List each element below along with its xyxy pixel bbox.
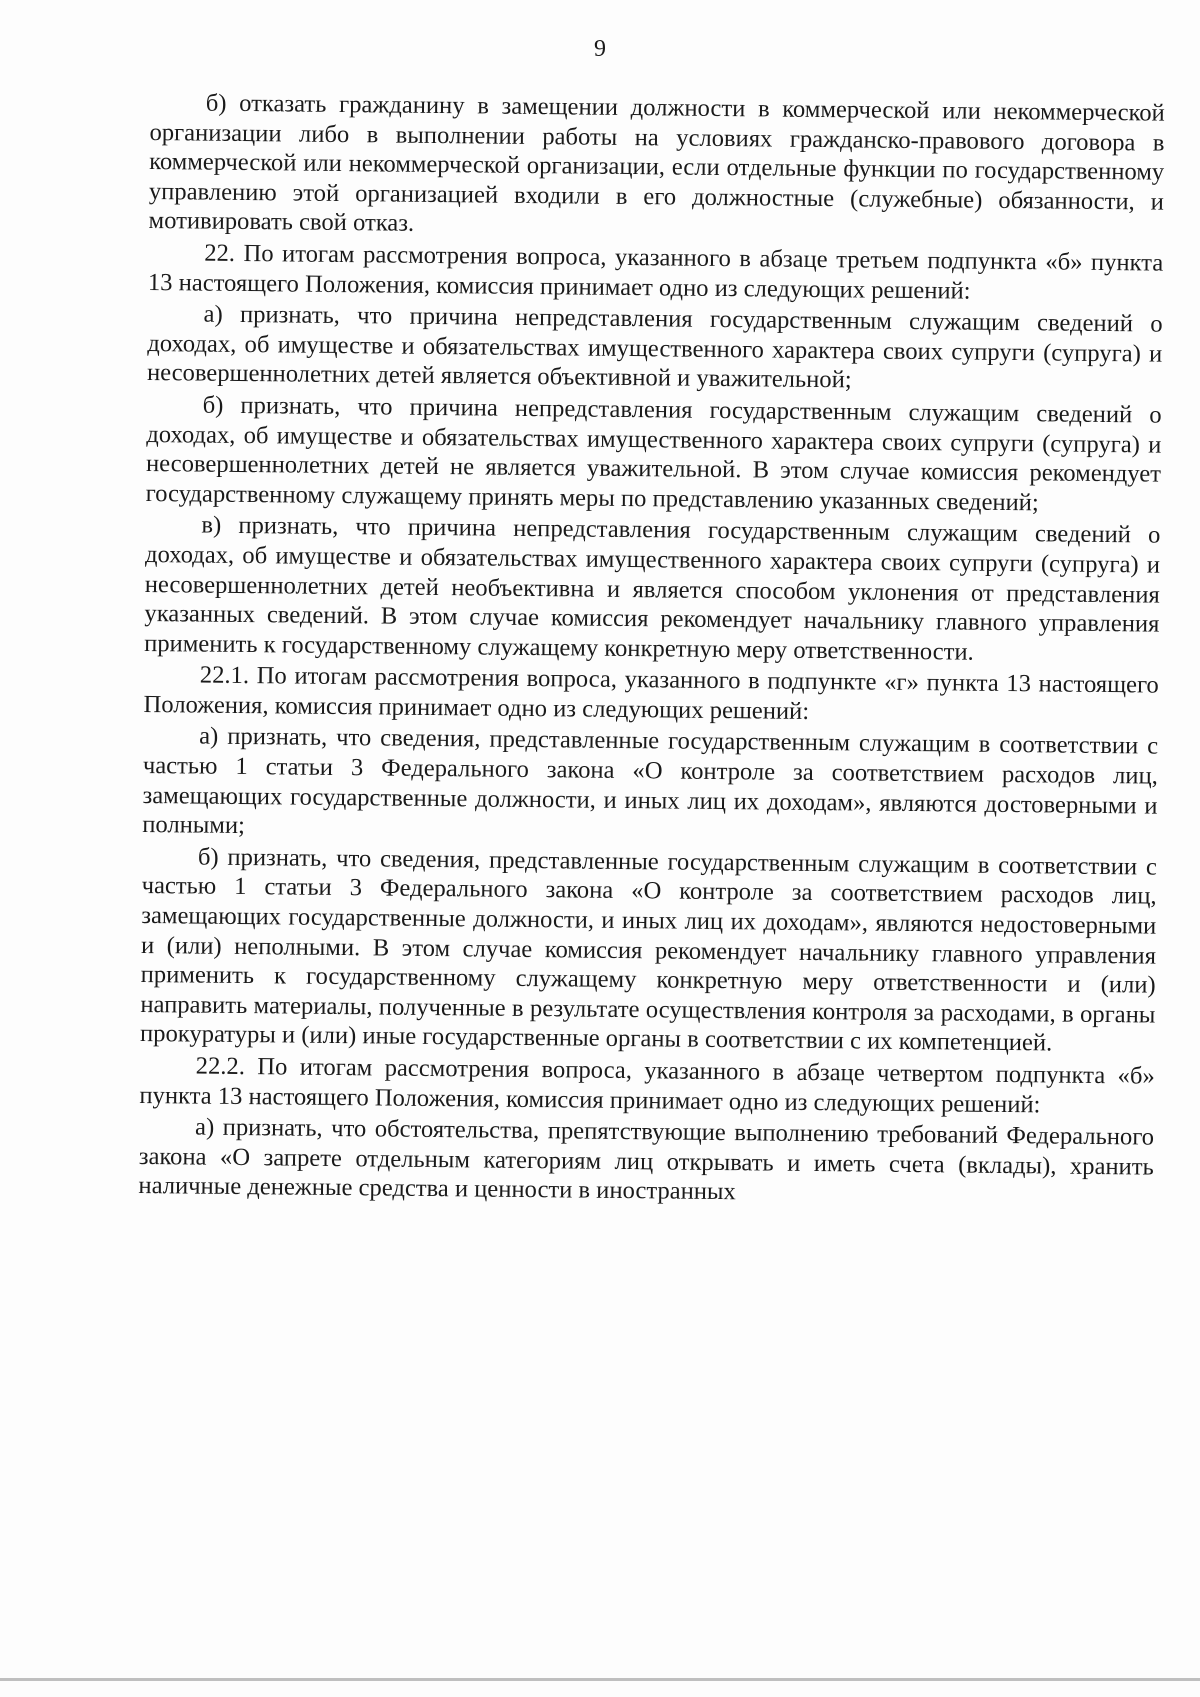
paragraph-item-22-a: а) признать, что причина непредставления государственным служащим сведений о доходах, об имуществе и обязательствах имущественного характера своих супруги (супруга) и несовершеннолетних детей является объективной и уважительной; xyxy=(146,300,1163,394)
paragraph-item-22-1: 22.1. По итогам рассмотрения вопроса, указанного в подпункте «г» пункта 13 настоящего Положения, комиссия принимает одно из следующих решений: xyxy=(143,661,1159,725)
paragraph-item-22-1-a: а) признать, что сведения, представленные государственным служащим в соответствии с частью 1 статьи 3 Федерального закона «О контроле за соответствием расходов лиц, замещающих государственные должности, и иных лиц их доходам», являются достоверными и полными; xyxy=(142,723,1159,840)
paragraph-item-22-2: 22.2. По итогам рассмотрения вопроса, указанного в абзаце четвертом подпункта «б» пункта 13 настоящего Положения, комиссия принимает одно из следующих решений: xyxy=(139,1052,1155,1118)
paragraph-item-22-v: в) признать, что причина непредставления государственным служащим сведений о доходах, об имуществе и обязательствах имущественного характера своих супруги (супруга) и несовершеннолетних детей необъективна и является способом уклонения от представления указанных сведений. В этом случае комиссия рекомендует начальнику главного управления применить к государственному служащему конкретную меру ответственности. xyxy=(144,511,1161,666)
paragraph-item-22-2-a: а) признать, что обстоятельства, препятствующие выполнению требований Федерального закона «О запрете отдельным категориям лиц открывать и иметь счета (вклады), хранить наличные денежные средства и ценности в иностранных xyxy=(138,1113,1155,1206)
page-number: 9 xyxy=(594,36,606,62)
paragraph-item-22-b: б) признать, что причина непредставления государственным служащим сведений о доходах, об имуществе и обязательствах имущественного характера своих супруги (супруга) и несовершеннолетних детей не является уважительной. В этом случае комиссия рекомендует государственному служащему принять меры по представлению указанных сведений; xyxy=(145,391,1162,517)
document-body xyxy=(138,88,1165,1212)
paragraph-item-22: 22. По итогам рассмотрения вопроса, указанного в абзаце третьем подпункта «б» пункта 13 настоящего Положения, комиссия принимает одно из следующих решений: xyxy=(147,239,1164,305)
paragraph-refuse-employment: б) отказать гражданину в замещении должности в коммерческой или некоммерческой организации либо в выполнении работы на условиях гражданско-правового договора в коммерческой или некоммерческой организации, если отдельные функции по государственному управлению этой организацией входили в его должностные (служебные) обязанности, и мотивировать свой отказ. xyxy=(148,89,1165,238)
bottom-edge-divider xyxy=(0,1678,1200,1681)
paragraph-item-22-1-b: б) признать, что сведения, представленные государственным служащим в соответствии с частью 1 статьи 3 Федерального закона «О контроле за соответствием расходов лиц, замещающих государственные должности, и иных лиц их доходам», являются недостоверными и (или) неполными. В этом случае комиссия рекомендует начальнику главного управления применить к государственному служащему конкретную меру ответственности и (или) направить материалы, полученные в результате осуществления контроля за расходами, в органы прокуратуры и (или) иные государственные органы в соответствии с их компетенцией. xyxy=(139,843,1158,1057)
